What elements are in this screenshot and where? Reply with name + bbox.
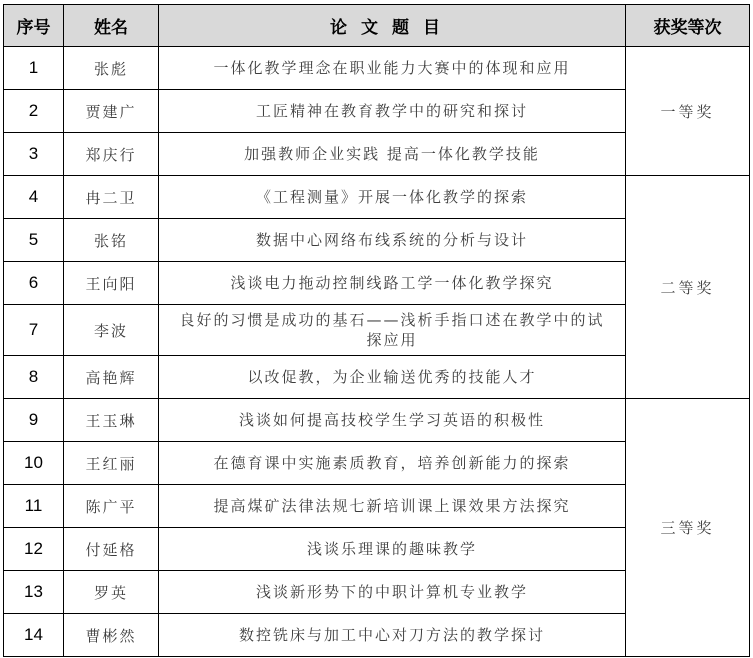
row-name: 高艳辉 (64, 356, 159, 399)
row-title: 良好的习惯是成功的基石——浅析手指口述在教学中的试探应用 (159, 305, 626, 356)
award-table (3, 4, 750, 657)
row-name: 陈广平 (64, 485, 159, 528)
row-no: 10 (4, 442, 64, 485)
row-no: 5 (4, 219, 64, 262)
header-award: 获奖等次 (626, 5, 750, 47)
row-title: 在德育课中实施素质教育，培养创新能力的探索 (159, 442, 626, 485)
award-second: 二等奖 (626, 176, 750, 399)
row-name: 王红丽 (64, 442, 159, 485)
table-row (4, 176, 750, 219)
row-title: 数据中心网络布线系统的分析与设计 (159, 219, 626, 262)
row-name: 李波 (64, 305, 159, 356)
row-no: 3 (4, 133, 64, 176)
row-name: 张彪 (64, 47, 159, 90)
row-no: 12 (4, 528, 64, 571)
row-title: 提高煤矿法律法规七新培训课上课效果方法探究 (159, 485, 626, 528)
row-title: 《工程测量》开展一体化教学的探索 (159, 176, 626, 219)
header-no: 序号 (4, 5, 64, 47)
row-no: 11 (4, 485, 64, 528)
row-title: 浅谈新形势下的中职计算机专业教学 (159, 571, 626, 614)
table-row (4, 47, 750, 90)
row-name: 罗英 (64, 571, 159, 614)
header-title: 论文题目 (159, 5, 626, 47)
header-name: 姓名 (64, 5, 159, 47)
table-header-row (4, 5, 750, 47)
row-name: 王向阳 (64, 262, 159, 305)
row-no: 7 (4, 305, 64, 356)
row-title: 工匠精神在教育教学中的研究和探讨 (159, 90, 626, 133)
row-no: 14 (4, 614, 64, 657)
row-title: 一体化教学理念在职业能力大赛中的体现和应用 (159, 47, 626, 90)
row-title: 浅谈乐理课的趣味教学 (159, 528, 626, 571)
table-row (4, 399, 750, 442)
row-no: 4 (4, 176, 64, 219)
row-title: 数控铣床与加工中心对刀方法的教学探讨 (159, 614, 626, 657)
row-no: 9 (4, 399, 64, 442)
row-title: 加强教师企业实践 提高一体化教学技能 (159, 133, 626, 176)
award-third: 三等奖 (626, 399, 750, 657)
row-no: 6 (4, 262, 64, 305)
row-name: 郑庆行 (64, 133, 159, 176)
row-no: 2 (4, 90, 64, 133)
row-name: 付延格 (64, 528, 159, 571)
row-no: 13 (4, 571, 64, 614)
row-name: 贾建广 (64, 90, 159, 133)
row-title: 浅谈如何提高技校学生学习英语的积极性 (159, 399, 626, 442)
row-name: 曹彬然 (64, 614, 159, 657)
row-name: 张铭 (64, 219, 159, 262)
row-title: 浅谈电力拖动控制线路工学一体化教学探究 (159, 262, 626, 305)
row-no: 8 (4, 356, 64, 399)
row-name: 冉二卫 (64, 176, 159, 219)
row-name: 王玉琳 (64, 399, 159, 442)
row-title: 以改促教，为企业输送优秀的技能人才 (159, 356, 626, 399)
award-first: 一等奖 (626, 47, 750, 176)
row-no: 1 (4, 47, 64, 90)
